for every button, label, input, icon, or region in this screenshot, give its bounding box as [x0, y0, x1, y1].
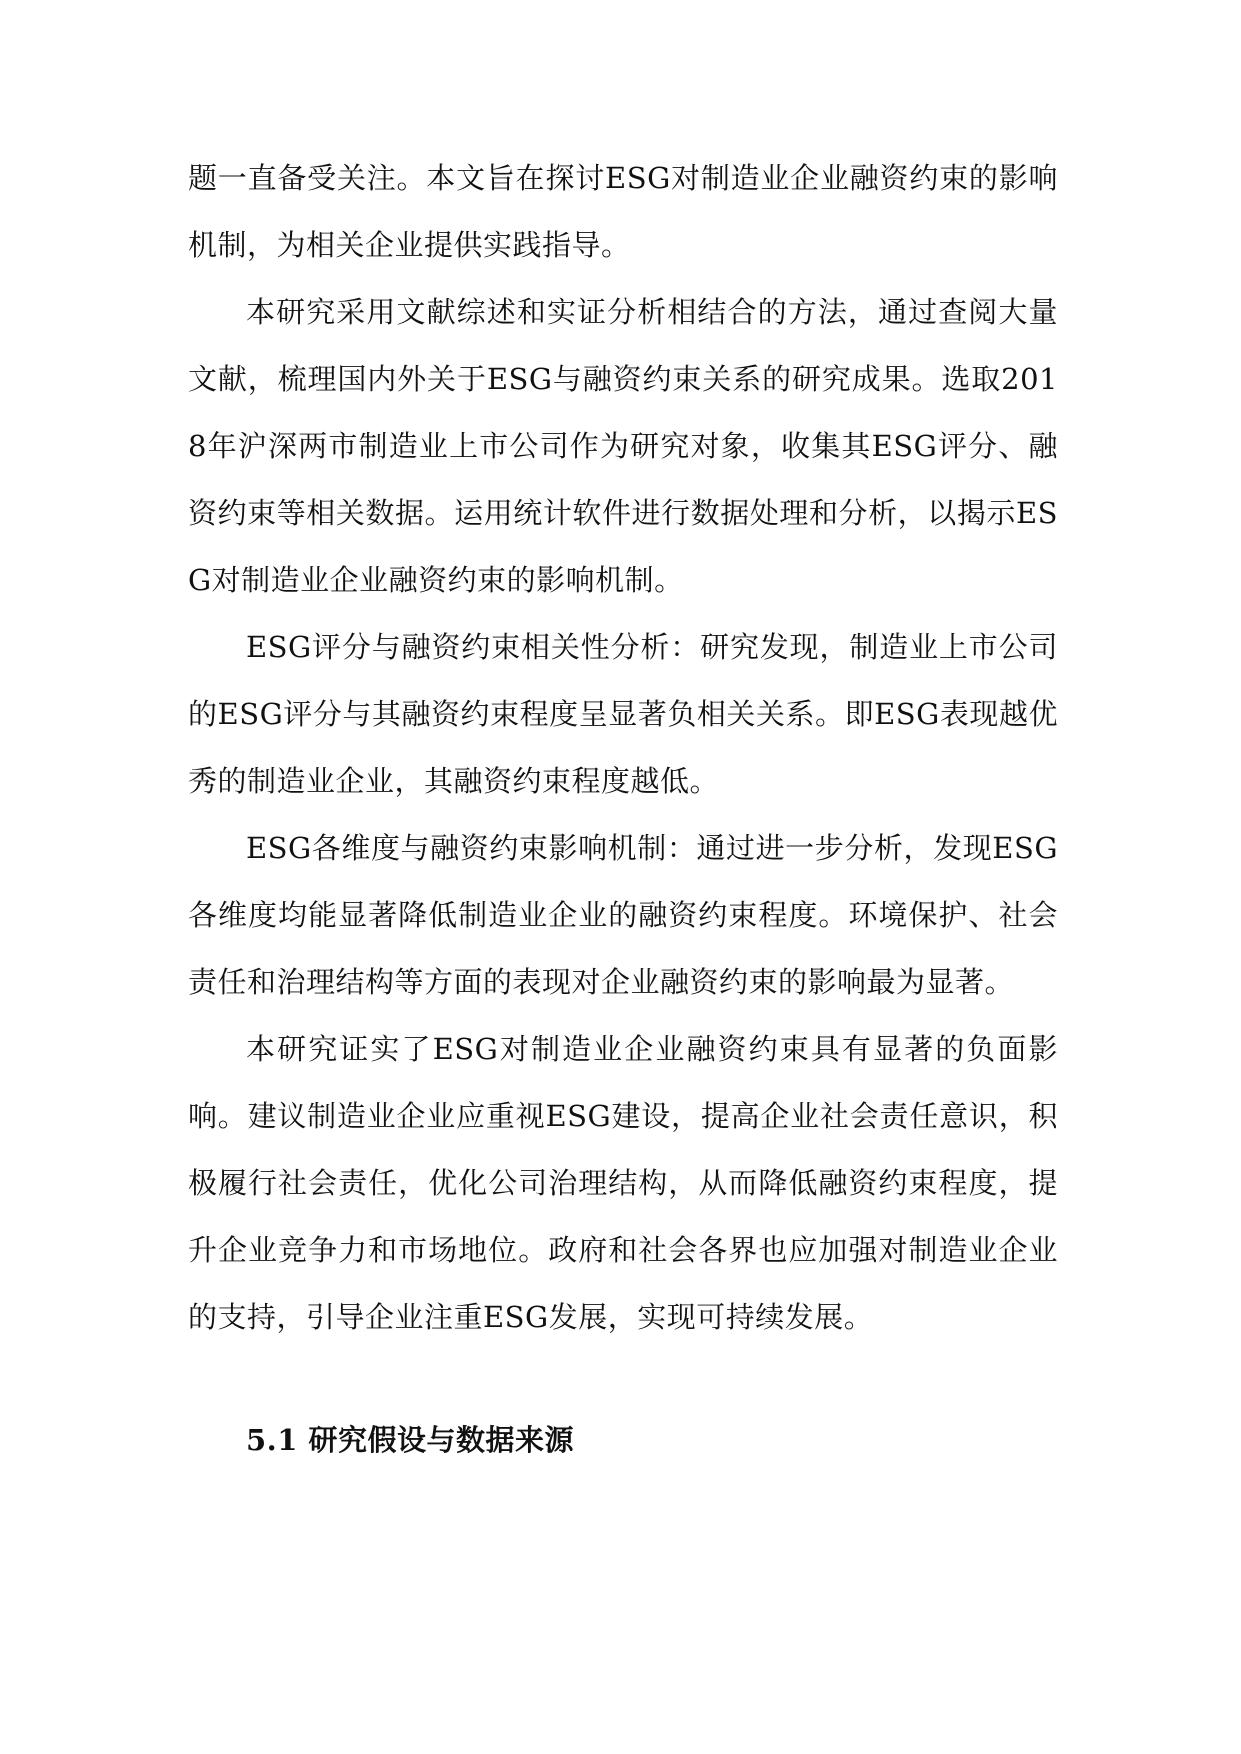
paragraph-continued: 题一直备受关注。本文旨在探讨ESG对制造业企业融资约束的影响机制，为相关企业提供实践指导。 — [188, 161, 1058, 262]
document-body — [188, 145, 1058, 1474]
paragraph-method: 本研究采用文献综述和实证分析相结合的方法，通过查阅大量文献，梳理国内外关于ESG与融资约束关系的研究成果。选取2018年沪深两市制造业上市公司作为研究对象，收集其ESG评分、融资约束等相关数据。运用统计软件进行数据处理和分析，以揭示ESG对制造业企业融资约束的影响机制。 — [188, 295, 1058, 597]
section-heading: 5.1 研究假设与数据来源 — [246, 1423, 575, 1457]
paragraph-conclusion: 本研究证实了ESG对制造业企业融资约束具有显著的负面影响。建议制造业企业应重视ESG建设，提高企业社会责任意识，积极履行社会责任，优化公司治理结构，从而降低融资约束程度，提升企业竞争力和市场地位。政府和社会各界也应加强对制造业企业的支持，引导企业注重ESG发展，实现可持续发展。 — [188, 1032, 1058, 1334]
paragraph-dimensions: ESG各维度与融资约束影响机制：通过进一步分析，发现ESG各维度均能显著降低制造业企业的融资约束程度。环境保护、社会责任和治理结构等方面的表现对企业融资约束的影响最为显著。 — [188, 831, 1058, 999]
paragraph-correlation: ESG评分与融资约束相关性分析：研究发现，制造业上市公司的ESG评分与其融资约束程度呈显著负相关关系。即ESG表现越优秀的制造业企业，其融资约束程度越低。 — [188, 630, 1058, 798]
